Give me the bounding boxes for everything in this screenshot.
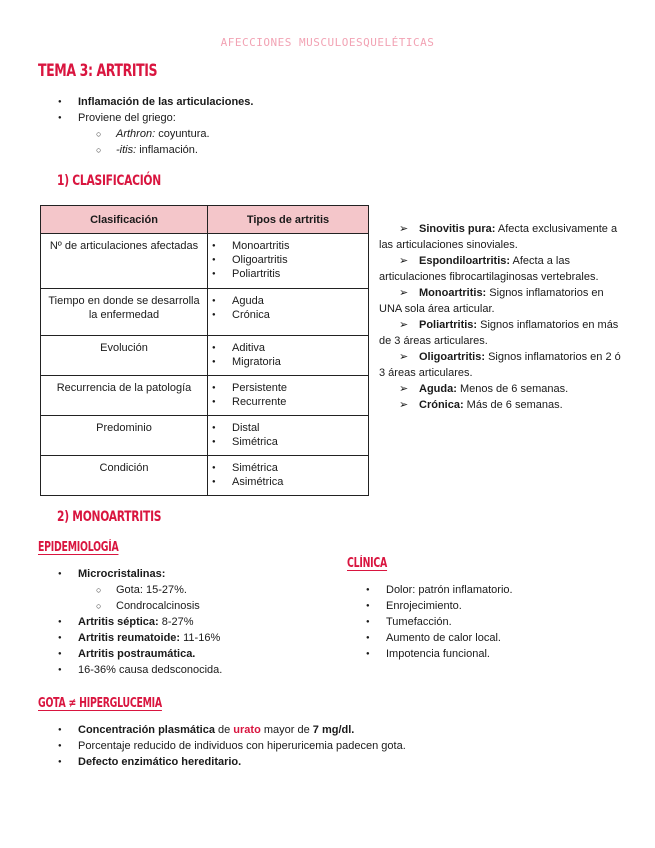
section-heading-monoartritis: 2) MONOARTRITIS [57,509,162,525]
arrow-icon: ➢ [399,319,409,331]
list-item: ● Artritis séptica: 8-27% [78,614,222,630]
epidemiologia-heading: EPIDEMIOLOGÍA [38,540,119,555]
section-heading-clasificacion: 1) CLASIFICACIÓN [57,173,161,189]
list-item: ● Defecto enzimático hereditario. [78,754,406,770]
clinica-heading: CLÍNICA [347,556,388,571]
table-header: Tipos de artritis [208,206,369,234]
table-row: Predominio ● Distal ● Simétrica [41,416,369,456]
list-item: ● Porcentaje reducido de individuos con hiperuricemia padecen gota. [78,738,406,754]
table-header: Clasificación [41,206,208,234]
arrow-icon: ➢ [399,383,409,395]
list-item: ○ -itis: inflamación. [116,142,253,158]
gota-list [78,722,406,770]
page-title: TEMA 3: ARTRITIS [38,61,158,81]
list-item: ● Enrojecimiento. [386,598,513,614]
gota-heading: GOTA ≠ HIPERGLUCEMIA [38,696,162,711]
list-item: ○ Condrocalcinosis [116,598,222,614]
list-item: ● Aumento de calor local. [386,630,513,646]
list-item: ○ Arthron: coyuntura. [116,126,253,142]
list-item: ● Inflamación de las articulaciones. [78,94,253,110]
list-item: ○ Gota: 15-27%. [116,582,222,598]
arrow-icon: ➢ [399,223,409,235]
arrow-icon: ➢ [399,255,409,267]
list-item: ● Impotencia funcional. [386,646,513,662]
list-item: ● Dolor: patrón inflamatorio. [386,582,513,598]
artritis-definitions: ➢ Sinovitis pura: Afecta exclusivamente a las articulaciones sinoviales. ➢ Espondiloartritis: Afecta a las articulaciones fibrocartilaginosas vertebrales. ➢ Monoartritis: Signos inflamatorios en UNA sola área articular. ➢ Poliartritis: Signos inflamatorios en más de 3 áreas articulares. ➢ Oligoartritis: Signos inflamatorios en 2 ó 3 áreas articulares. ➢ Aguda: Menos de 6 semanas. ➢ Crónica: Más de 6 semanas. [379,223,621,411]
list-item: ● Microcristalinas: [78,566,222,582]
intro-list [78,94,253,158]
list-item: ● Proviene del griego: [78,110,253,126]
list-item: ● Concentración plasmática de urato mayor de 7 mg/dl. [78,722,406,738]
table-row: Condición ● Simétrica ● Asimétrica [41,456,369,496]
list-item: ● Artritis postraumática. [78,646,222,662]
epidemiologia-list [78,566,222,678]
arrow-icon: ➢ [399,399,409,411]
table-row: Recurrencia de la patología ● Persistente ● Recurrente [41,376,369,416]
classification-table [40,205,369,496]
list-item: ● 16-36% causa dedsconocida. [78,662,222,678]
arrow-icon: ➢ [399,351,409,363]
table-row: Nº de articulaciones afectadas ● Monoartritis ● Oligoartritis ● Poliartritis [41,234,369,289]
clinica-list [386,582,513,662]
document-header: AFECCIONES MUSCULOESQUELÉTICAS [220,36,435,49]
list-item: ● Artritis reumatoide: 11-16% [78,630,222,646]
arrow-icon: ➢ [399,287,409,299]
list-item: ● Tumefacción. [386,614,513,630]
table-row: Evolución ● Aditiva ● Migratoria [41,336,369,376]
table-row: Tiempo en donde se desarrolla la enfermedad ● Aguda ● Crónica [41,289,369,336]
